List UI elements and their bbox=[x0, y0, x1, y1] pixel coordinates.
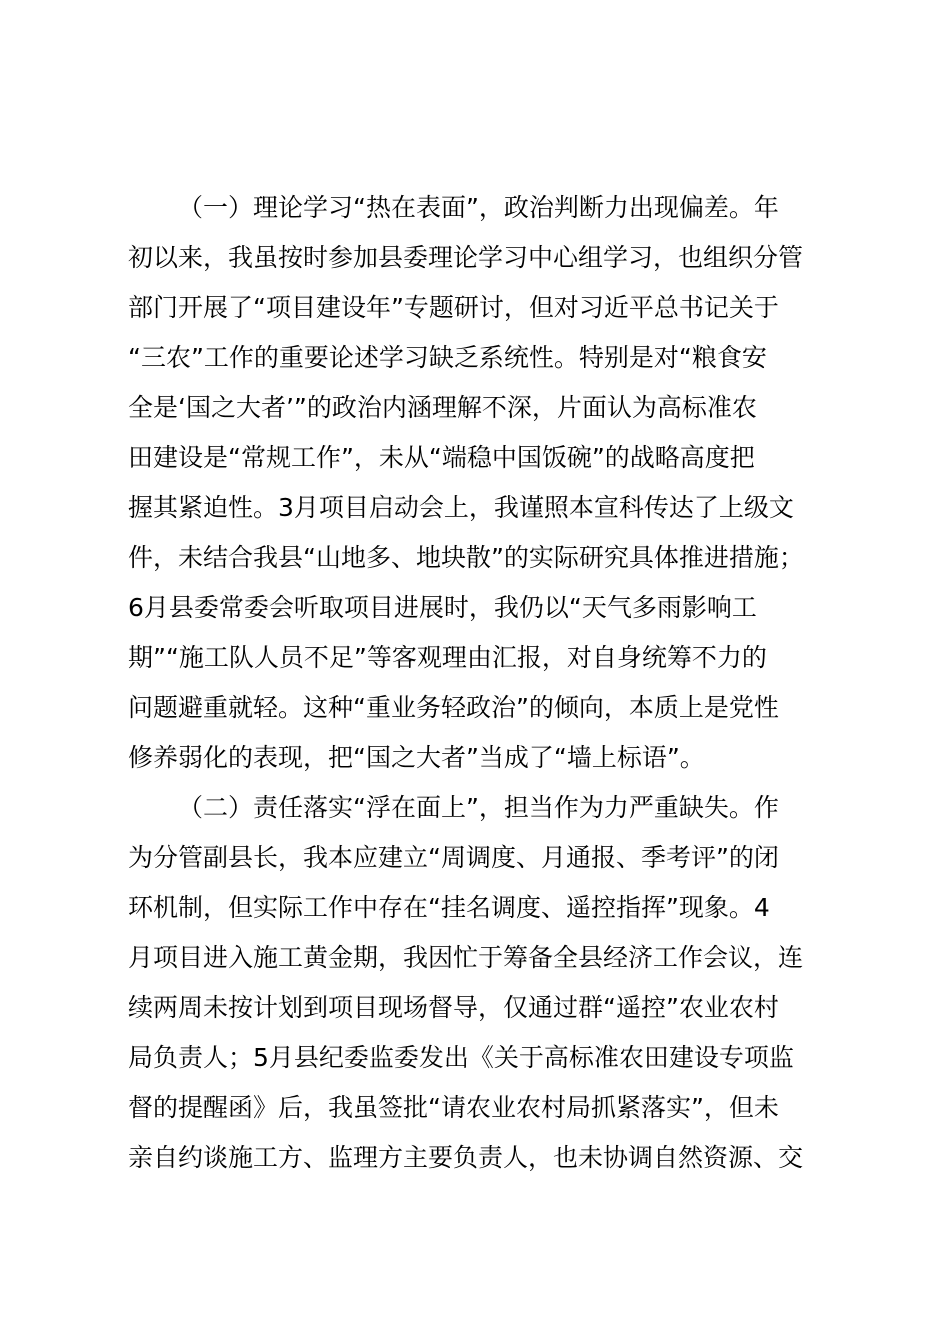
paragraph-1-line-1: （一）理论学习“热在表面”，政治判断力出现偏差。年 bbox=[178, 193, 779, 222]
paragraph-2-line-2: 为分管副县长，我本应建立“周调度、月通报、季考评”的闭 bbox=[128, 843, 779, 872]
paragraph-1-line-10: 期”“施工队人员不足”等客观理由汇报，对自身统筹不力的 bbox=[128, 643, 767, 672]
paragraph-2-line-1: （二）责任落实“浮在面上”，担当作为力严重缺失。作 bbox=[178, 793, 779, 822]
paragraph-2-line-3: 环机制，但实际工作中存在“挂名调度、遥控指挥”现象。4 bbox=[128, 893, 770, 922]
paragraph-2-line-7: 督的提醒函》后，我虽签批“请农业农村局抓紧落实”，但未 bbox=[128, 1093, 779, 1122]
paragraph-2-line-5: 续两周未按计划到项目现场督导，仅通过群“遥控”农业农村 bbox=[128, 993, 779, 1022]
paragraph-1-line-12: 修养弱化的表现，把“国之大者”当成了“墙上标语”。 bbox=[128, 743, 705, 772]
paragraph-1-line-4: “三农”工作的重要论述学习缺乏系统性。特别是对“粮食安 bbox=[128, 343, 767, 372]
paragraph-1-line-5: 全是‘国之大者’”的政治内涵理解不深，片面认为高标准农 bbox=[128, 393, 757, 422]
paragraph-1-line-8: 件，未结合我县“山地多、地块散”的实际研究具体推进措施； bbox=[128, 543, 804, 572]
paragraph-2-line-6: 局负责人；5月县纪委监委发出《关于高标准农田建设专项监 bbox=[128, 1043, 794, 1072]
paragraph-2-line-4: 月项目进入施工黄金期，我因忙于筹备全县经济工作会议，连 bbox=[128, 943, 804, 972]
paragraph-1-line-7: 握其紧迫性。3月项目启动会上，我谨照本宣科传达了上级文 bbox=[128, 493, 794, 522]
paragraph-1-line-3: 部门开展了“项目建设年”专题研讨，但对习近平总书记关于 bbox=[128, 293, 779, 322]
paragraph-2-line-8: 亲自约谈施工方、监理方主要负责人，也未协调自然资源、交 bbox=[128, 1143, 804, 1172]
body-text bbox=[128, 183, 858, 1183]
paragraph-1-line-2: 初以来，我虽按时参加县委理论学习中心组学习，也组织分管 bbox=[128, 243, 804, 272]
paragraph-1-line-6: 田建设是“常规工作”，未从“端稳中国饭碗”的战略高度把 bbox=[128, 443, 755, 472]
paragraph-1-line-11: 问题避重就轻。这种“重业务轻政治”的倾向，本质上是党性 bbox=[128, 693, 779, 722]
paragraph-1-line-9: 6月县委常委会听取项目进展时，我仍以“天气多雨影响工 bbox=[128, 593, 757, 622]
